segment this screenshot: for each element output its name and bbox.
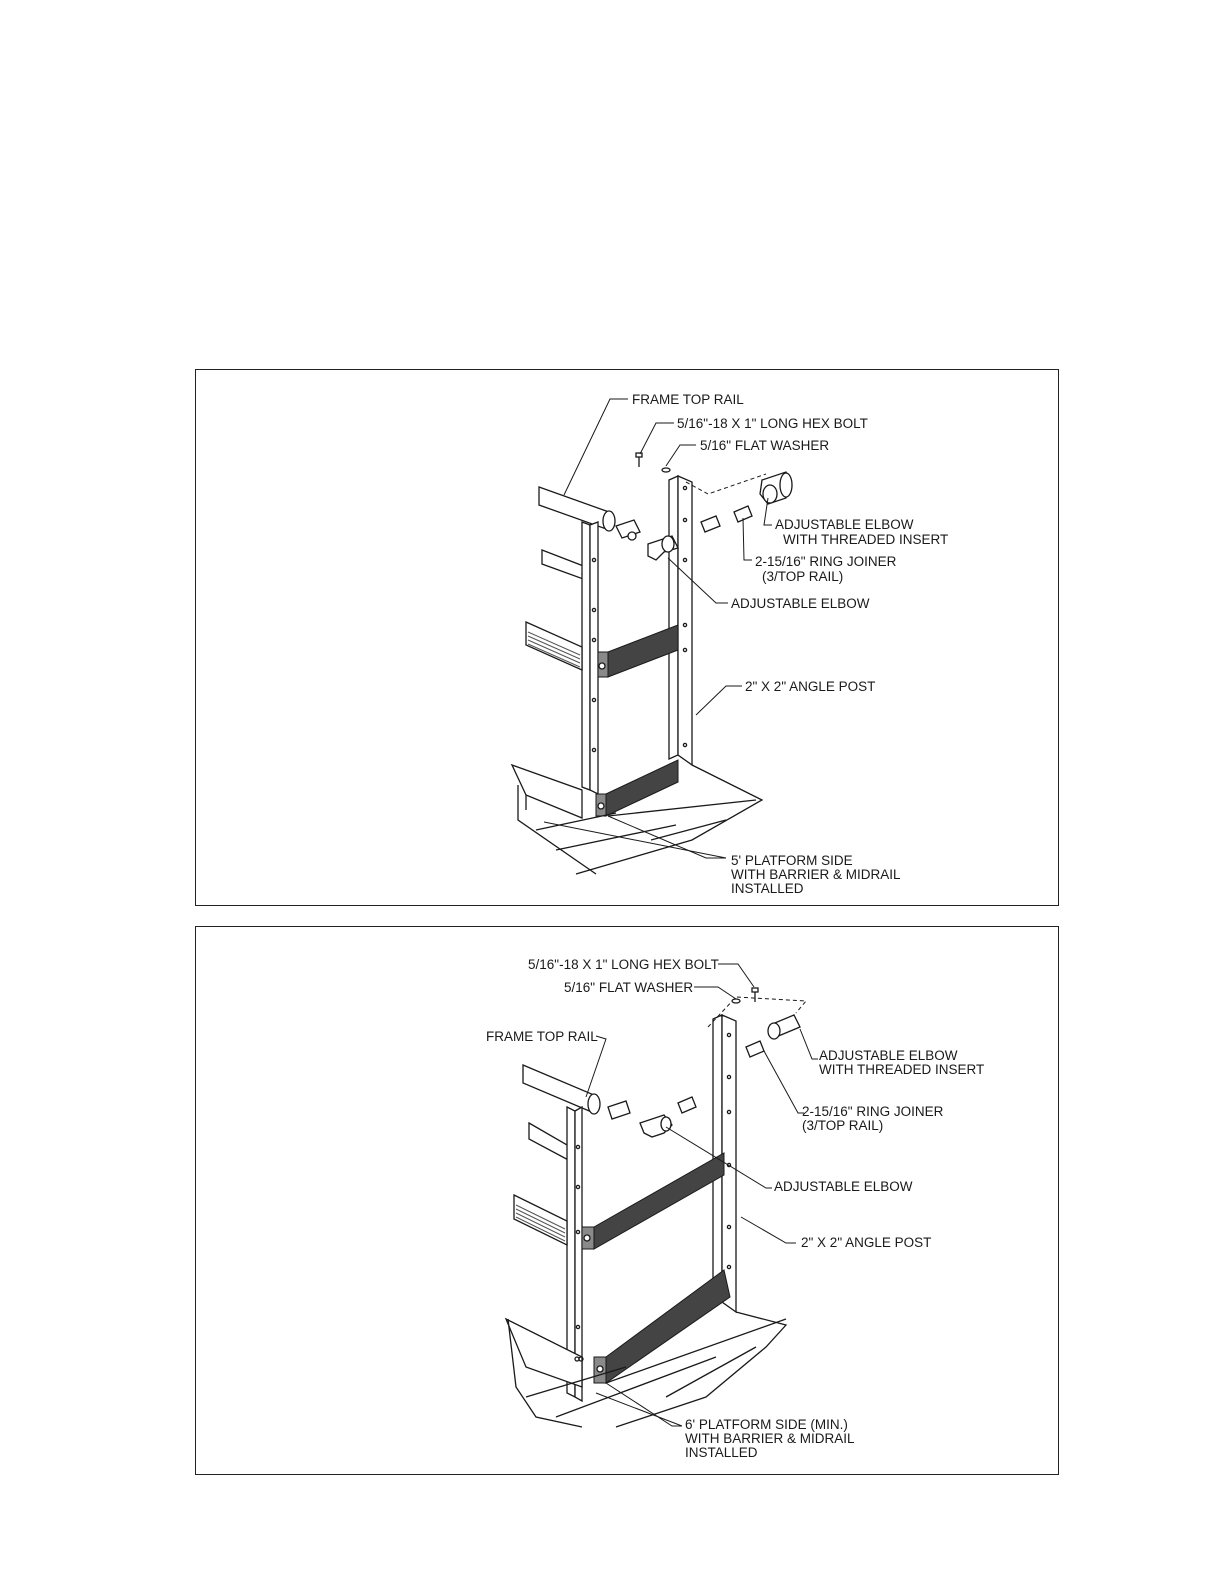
label-flat-washer: 5/16" FLAT WASHER: [564, 980, 694, 995]
label-elbow-threaded-1: ADJUSTABLE ELBOW: [819, 1048, 958, 1063]
figure-1-drawing: [196, 370, 1058, 905]
label-platform-1: 6' PLATFORM SIDE (MIN.): [685, 1417, 848, 1432]
label-ring-joiner-2: (3/TOP RAIL): [762, 569, 844, 584]
label-adjustable-elbow: ADJUSTABLE ELBOW: [731, 596, 870, 611]
midrail-drawing: [596, 625, 678, 816]
label-platform-1: 5' PLATFORM SIDE: [731, 853, 853, 868]
hex-bolt-drawing: [752, 988, 758, 1002]
label-platform-3: INSTALLED: [685, 1445, 758, 1460]
ring-joiner-drawing: [701, 506, 752, 532]
label-ring-joiner-2: (3/TOP RAIL): [802, 1118, 884, 1133]
label-elbow-threaded-2: WITH THREADED INSERT: [783, 532, 949, 547]
frame-top-rail-drawing: [539, 487, 615, 581]
label-frame-top-rail: FRAME TOP RAIL: [486, 1029, 598, 1044]
label-frame-top-rail: FRAME TOP RAIL: [632, 392, 744, 407]
label-elbow-threaded-2: WITH THREADED INSERT: [819, 1062, 985, 1077]
adjustable-elbow-drawing: [608, 1101, 672, 1137]
flat-washer-drawing: [732, 999, 740, 1003]
label-ring-joiner-1: 2-15/16" RING JOINER: [755, 554, 897, 569]
label-hex-bolt: 5/16"-18 X 1" LONG HEX BOLT: [677, 416, 868, 431]
hex-bolt-drawing: [636, 453, 642, 467]
frame-top-rail-drawing: [523, 1065, 600, 1164]
flat-washer-drawing: [662, 468, 670, 472]
label-angle-post: 2" X 2" ANGLE POST: [745, 679, 876, 694]
figure-panel-6ft-platform: [195, 926, 1059, 1475]
label-platform-2: WITH BARRIER & MIDRAIL: [685, 1431, 855, 1446]
label-flat-washer: 5/16" FLAT WASHER: [700, 438, 830, 453]
angle-post-drawing: [669, 476, 692, 765]
label-ring-joiner-1: 2-15/16" RING JOINER: [802, 1104, 944, 1119]
figure-2-drawing: [196, 927, 1058, 1474]
threaded-elbow-drawing: [686, 472, 792, 504]
midrail-drawing: [582, 1153, 730, 1383]
label-platform-3: INSTALLED: [731, 881, 804, 896]
label-adjustable-elbow: ADJUSTABLE ELBOW: [774, 1179, 913, 1194]
left-frame-post: [582, 522, 598, 794]
label-platform-2: WITH BARRIER & MIDRAIL: [731, 867, 901, 882]
label-angle-post: 2" X 2" ANGLE POST: [801, 1235, 932, 1250]
label-elbow-threaded-1: ADJUSTABLE ELBOW: [775, 517, 914, 532]
figure-panel-5ft-platform: [195, 369, 1059, 906]
label-hex-bolt: 5/16"-18 X 1" LONG HEX BOLT: [528, 957, 719, 972]
barrier-panel-drawing: [512, 622, 582, 818]
